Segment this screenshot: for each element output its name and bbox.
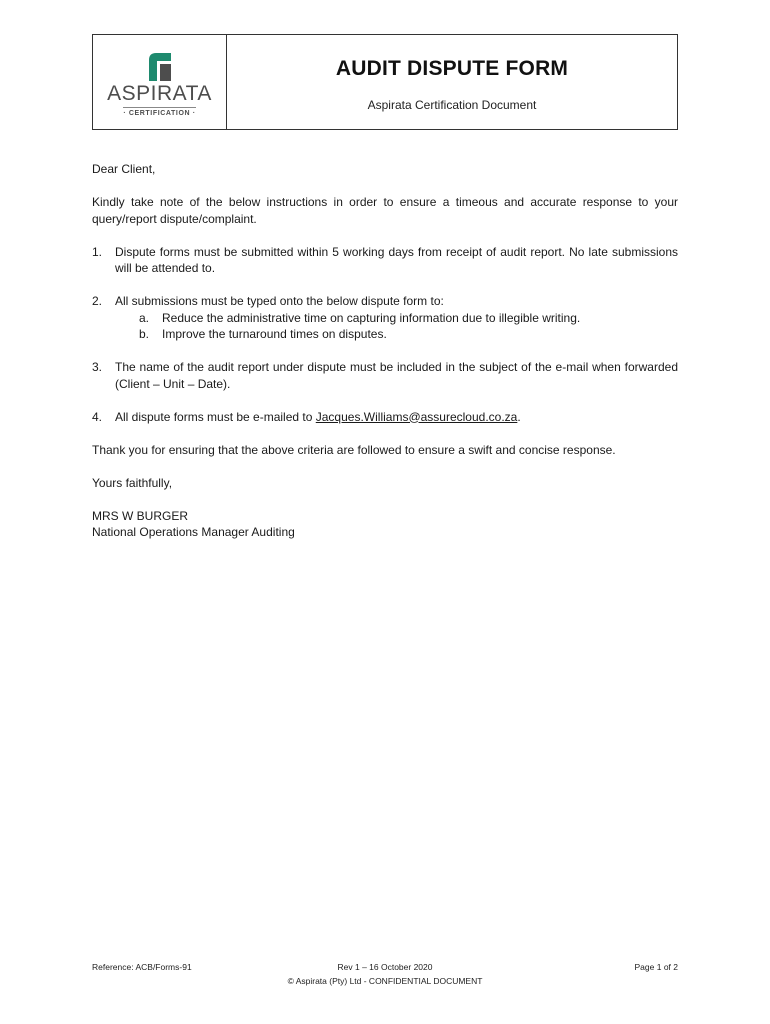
list-item-text: Dispute forms must be submitted within 5 working days from receipt of audit report. No late submissions will be attended to. bbox=[115, 244, 678, 275]
list-item-text: The name of the audit report under dispute must be included in the subject of the e-mail when forwarded (Client – Unit – Date). bbox=[115, 360, 678, 391]
sub-item-text: Reduce the administrative time on capturing information due to illegible writing. bbox=[162, 310, 581, 325]
list-item-number: 1. bbox=[92, 244, 103, 259]
footer-copyright: © Aspirata (Pty) Ltd - CONFIDENTIAL DOCUMENT bbox=[287, 976, 483, 986]
document-footer bbox=[92, 962, 678, 986]
list-item-content bbox=[115, 293, 678, 343]
email-link[interactable]: Jacques.Williams@assurecloud.co.za bbox=[315, 409, 518, 424]
intro-paragraph: Kindly take note of the below instructions in order to ensure a timeous and accurate response to your query/report dispute/complaint. bbox=[92, 195, 678, 226]
signatory-name: MRS W BURGER bbox=[92, 508, 188, 523]
list-item-number: 3. bbox=[92, 360, 103, 374]
sub-list-item bbox=[139, 326, 678, 343]
footer-reference: Reference: ACB/Forms-91 bbox=[92, 962, 192, 972]
logo bbox=[93, 35, 227, 129]
sub-list-item bbox=[139, 310, 678, 327]
list-item-number: 4. bbox=[92, 409, 103, 424]
email-instruction-end: . bbox=[517, 409, 521, 424]
page-subtitle: Aspirata Certification Document bbox=[367, 98, 537, 112]
greeting: Dear Client, bbox=[92, 162, 156, 176]
signature-block bbox=[92, 508, 678, 541]
closing: Yours faithfully, bbox=[92, 475, 173, 490]
aspirata-logo-icon bbox=[143, 51, 177, 81]
sub-item-letter: b. bbox=[139, 327, 150, 341]
list-item-text: All submissions must be typed onto the below dispute form to: bbox=[115, 294, 444, 308]
thanks-paragraph: Thank you for ensuring that the above criteria are followed to ensure a swift and concise response. bbox=[92, 442, 616, 457]
logo-wordmark: ASPIRATA bbox=[107, 82, 212, 105]
sub-item-letter: a. bbox=[139, 310, 150, 325]
document-body bbox=[92, 161, 678, 541]
list-item bbox=[92, 359, 678, 392]
page-title: AUDIT DISPUTE FORM bbox=[335, 57, 569, 80]
list-item-number: 2. bbox=[92, 294, 103, 308]
footer-page-number: Page 1 of 2 bbox=[634, 962, 678, 972]
list-item bbox=[92, 409, 678, 426]
title-cell bbox=[227, 35, 677, 129]
sub-item-text: Improve the turnaround times on disputes. bbox=[162, 327, 387, 341]
list-item bbox=[92, 244, 678, 277]
document-header bbox=[92, 34, 678, 130]
logo-tagline: · CERTIFICATION · bbox=[123, 107, 195, 117]
list-item-text bbox=[115, 409, 678, 426]
footer-revision: Rev 1 – 16 October 2020 bbox=[337, 962, 433, 972]
signatory-title: National Operations Manager Auditing bbox=[92, 525, 295, 539]
email-instruction-text: All dispute forms must be e-mailed to bbox=[115, 409, 316, 424]
list-item bbox=[92, 293, 678, 343]
